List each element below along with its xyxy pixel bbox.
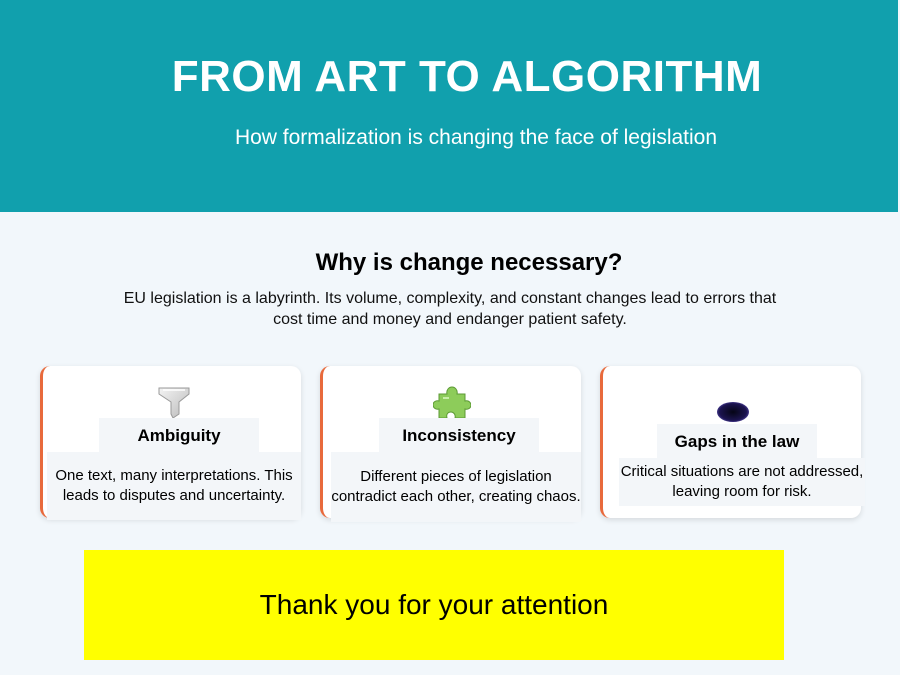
hole-icon — [715, 400, 751, 424]
card-gaps-in-the-law — [600, 366, 864, 518]
card-label: Inconsistency — [379, 418, 539, 454]
card-inconsistency — [320, 366, 581, 518]
thank-you-banner: Thank you for your attention — [84, 550, 784, 660]
card-text: Critical situations are not addressed, leaving room for risk. — [619, 458, 865, 506]
card-text: One text, many interpretations. This leads to disputes and uncertainty. — [47, 452, 301, 520]
card-label: Ambiguity — [99, 418, 259, 454]
page-subtitle: How formalization is changing the face of legislation — [234, 126, 718, 149]
section-text: EU legislation is a labyrinth. Its volume, complexity, and constant changes lead to errors that cost time and money and endanger patient safety. — [123, 290, 777, 328]
card-ambiguity — [40, 366, 301, 518]
section-title: Why is change necessary? — [315, 249, 623, 276]
page-title: FROM ART TO ALGORITHM — [171, 52, 763, 101]
header-banner — [0, 0, 898, 212]
puzzle-piece-icon — [433, 384, 471, 422]
card-text: Different pieces of legislation contradict each other, creating chaos. — [331, 452, 581, 522]
card-label: Gaps in the law — [657, 424, 817, 460]
funnel-icon — [155, 384, 193, 422]
